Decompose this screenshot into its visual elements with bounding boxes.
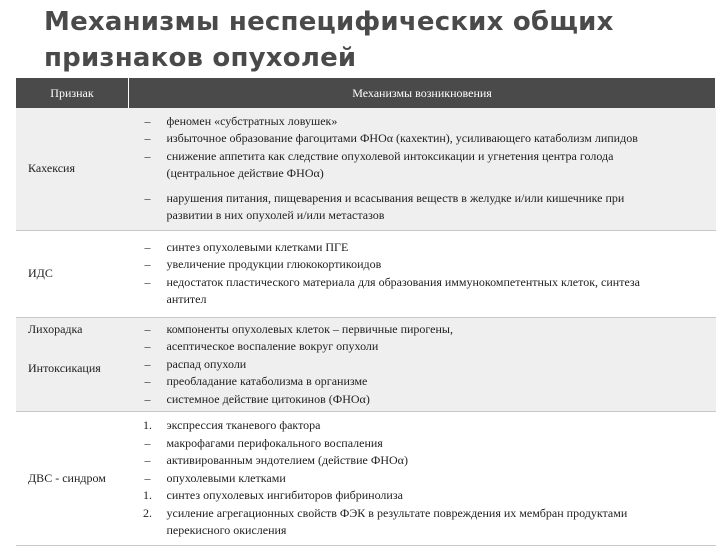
item-text: антител	[166, 292, 207, 306]
item-marker: –	[144, 374, 151, 388]
mechanism-item	[129, 291, 716, 309]
mechanism-item	[129, 338, 716, 356]
mechanism-item	[129, 256, 716, 274]
sign-name: Кахексия	[28, 161, 75, 176]
mechanism-item	[129, 373, 716, 391]
title-line-2: признаков опухолей	[44, 43, 357, 73]
item-text: распад опухоли	[166, 356, 247, 371]
header-sign: Признак	[16, 78, 129, 108]
item-marker: 1.	[143, 488, 152, 503]
header-mechanisms: Механизмы возникновения	[129, 78, 716, 108]
item-marker: –	[144, 391, 151, 406]
item-marker: –	[144, 435, 151, 450]
table-header-row	[16, 78, 716, 108]
sign-name: Лихорадка	[28, 321, 83, 336]
mechanism-item	[129, 239, 716, 257]
mechanism-item	[129, 356, 716, 374]
page-title	[44, 4, 704, 76]
mechanism-item	[129, 391, 716, 409]
item-text: системное действие цитокинов (ФНОα)	[166, 391, 370, 406]
title-line-1: Механизмы неспецифических общих	[44, 7, 614, 37]
item-text: синтез опухолевыми клетками ПГЕ	[166, 239, 349, 254]
item-text: активированным эндотелием (действие ФНОα)	[166, 453, 408, 468]
item-text: нарушения питания, пищеварения и всасывания веществ в желудке и/или кишечнике при	[166, 190, 625, 205]
item-text: снижение аппетита как следствие опухолевой интоксикации и угнетения центра голода	[166, 148, 614, 163]
item-text: синтез опухолевых ингибиторов фибринолиза	[166, 488, 403, 503]
item-marker: –	[144, 190, 151, 205]
item-marker: –	[144, 470, 151, 485]
sign-cell	[16, 108, 129, 230]
mechanism-item	[129, 435, 716, 453]
item-marker: 1.	[143, 418, 152, 433]
item-text: увеличение продукции глюкокортикоидов	[166, 257, 382, 271]
item-text: избыточное образование фагоцитами ФНОα (кахектин), усиливающего катаболизм липидов	[166, 131, 638, 146]
item-text: (центральное действие ФНОα)	[166, 166, 324, 181]
mechanism-item	[129, 113, 716, 131]
sign-name: ИДС	[28, 266, 53, 280]
mechanism-item	[129, 487, 716, 505]
item-marker: –	[144, 339, 151, 353]
mechanisms-cell	[129, 412, 716, 546]
sign-spacer	[28, 337, 129, 361]
table-row	[16, 317, 716, 412]
item-text: феномен «субстратных ловушек»	[166, 113, 338, 128]
item-marker: –	[144, 239, 151, 254]
table-body	[16, 108, 716, 546]
mechanism-item	[129, 452, 716, 470]
item-marker	[129, 522, 167, 540]
item-spacer	[129, 183, 716, 190]
sign-name: ДВС - синдром	[28, 471, 106, 485]
mechanism-item	[129, 130, 716, 148]
mechanism-item	[129, 148, 716, 166]
mechanism-item	[129, 321, 716, 339]
item-marker: –	[144, 113, 151, 128]
mechanism-item	[129, 190, 716, 208]
item-marker	[129, 291, 167, 309]
mechanisms-cell	[129, 230, 716, 317]
mechanism-item	[129, 165, 716, 183]
item-marker: –	[144, 257, 151, 271]
item-text: опухолевыми клетками	[166, 470, 286, 485]
item-marker	[129, 207, 167, 225]
item-text: компоненты опухолевых клеток – первичные пирогены,	[166, 321, 453, 336]
item-text: развитии в них опухолей и/или метастазов	[166, 208, 385, 223]
sign-cell	[16, 412, 129, 546]
item-text: преобладание катаболизма в организме	[166, 374, 368, 388]
item-text: усиление агрегационных свойств ФЭК в результате повреждения их мембран продуктами	[166, 505, 628, 520]
item-marker: –	[144, 321, 151, 336]
item-marker: –	[144, 453, 151, 468]
item-text: макрофагами перифокального воспаления	[166, 435, 383, 450]
item-marker: –	[144, 274, 151, 289]
sign-cell	[16, 230, 129, 317]
item-text: перекисного окисления	[166, 523, 287, 538]
table-row	[16, 108, 716, 230]
item-marker	[129, 165, 167, 183]
mechanism-item	[129, 207, 716, 225]
sign-cell	[16, 317, 129, 412]
table-row	[16, 230, 716, 317]
mechanism-item	[129, 522, 716, 540]
mechanism-item	[129, 417, 716, 435]
mechanisms-table	[16, 78, 716, 546]
table-row	[16, 412, 716, 546]
item-marker: –	[144, 356, 151, 371]
mechanism-item	[129, 505, 716, 523]
mechanism-item	[129, 274, 716, 292]
mechanism-item	[129, 470, 716, 488]
item-text: экспрессия тканевого фактора	[166, 418, 321, 433]
sign-name: Интоксикация	[28, 360, 101, 375]
item-marker: –	[144, 131, 151, 146]
mechanisms-cell	[129, 108, 716, 230]
item-marker: 2.	[143, 505, 152, 520]
item-marker: –	[144, 148, 151, 163]
mechanisms-cell	[129, 317, 716, 412]
item-text: недостаток пластического материала для образования иммунокомпетентных клеток, синтеза	[166, 274, 640, 289]
item-text: асептическое воспаление вокруг опухоли	[166, 339, 379, 353]
